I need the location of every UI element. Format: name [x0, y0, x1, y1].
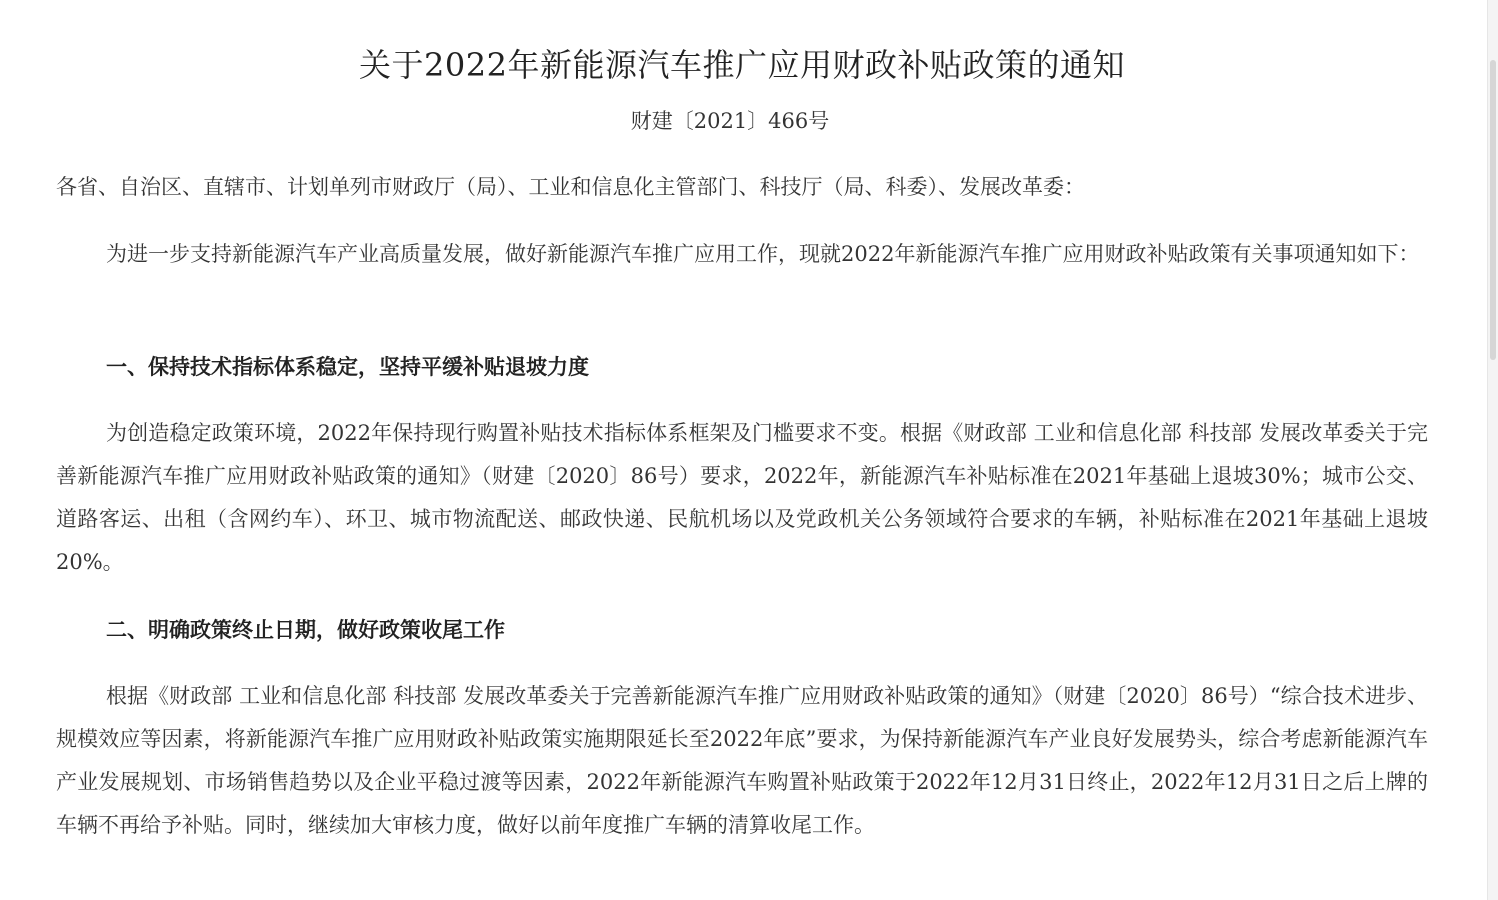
vertical-scrollbar[interactable]: [1487, 0, 1498, 900]
document-number: 财建〔2021〕466号: [630, 109, 830, 133]
section-heading-one: 一、保持技术指标体系稳定，坚持平缓补贴退坡力度: [106, 354, 589, 379]
intro-paragraph: 为进一步支持新能源汽车产业高质量发展，做好新能源汽车推广应用工作，现就2022年新能源汽车推广应用财政补贴政策有关事项通知如下：: [106, 242, 1420, 266]
section-heading-two: 二、明确政策终止日期，做好政策收尾工作: [106, 617, 505, 642]
document-title: 关于2022年新能源汽车推广应用财政补贴政策的通知: [359, 46, 1125, 85]
salutation: 各省、自治区、直辖市、计划单列市财政厅（局）、工业和信息化主管部门、科技厅（局、科委）、发展改革委：: [56, 175, 1085, 199]
section-body-one: 为创造稳定政策环境，2022年保持现行购置补贴技术指标体系框架及门槛要求不变。根据《财政部 工业和信息化部 科技部 发展改革委关于完善新能源汽车推广应用财政补贴政策的通知》（财建〔2020〕86号）要求，2022年，新能源汽车补贴标准在2021年基础上退坡30%；城市公交、道路客运、出租（含网约车）、环卫、城市物流配送、邮政快递、民航机场以及党政机关公务领域符合要求的车辆，补贴标准在2021年基础上退坡20%。: [56, 421, 1428, 574]
section-body-two: 根据《财政部 工业和信息化部 科技部 发展改革委关于完善新能源汽车推广应用财政补贴政策的通知》（财建〔2020〕86号）“综合技术进步、规模效应等因素，将新能源汽车推广应用财政补贴政策实施期限延长至2022年底”要求，为保持新能源汽车产业良好发展势头，综合考虑新能源汽车产业发展规划、市场销售趋势以及企业平稳过渡等因素，2022年新能源汽车购置补贴政策于2022年12月31日终止，2022年12月31日之后上牌的车辆不再给予补贴。同时，继续加大审核力度，做好以前年度推广车辆的清算收尾工作。: [56, 684, 1428, 837]
scrollbar-thumb[interactable]: [1490, 60, 1496, 360]
